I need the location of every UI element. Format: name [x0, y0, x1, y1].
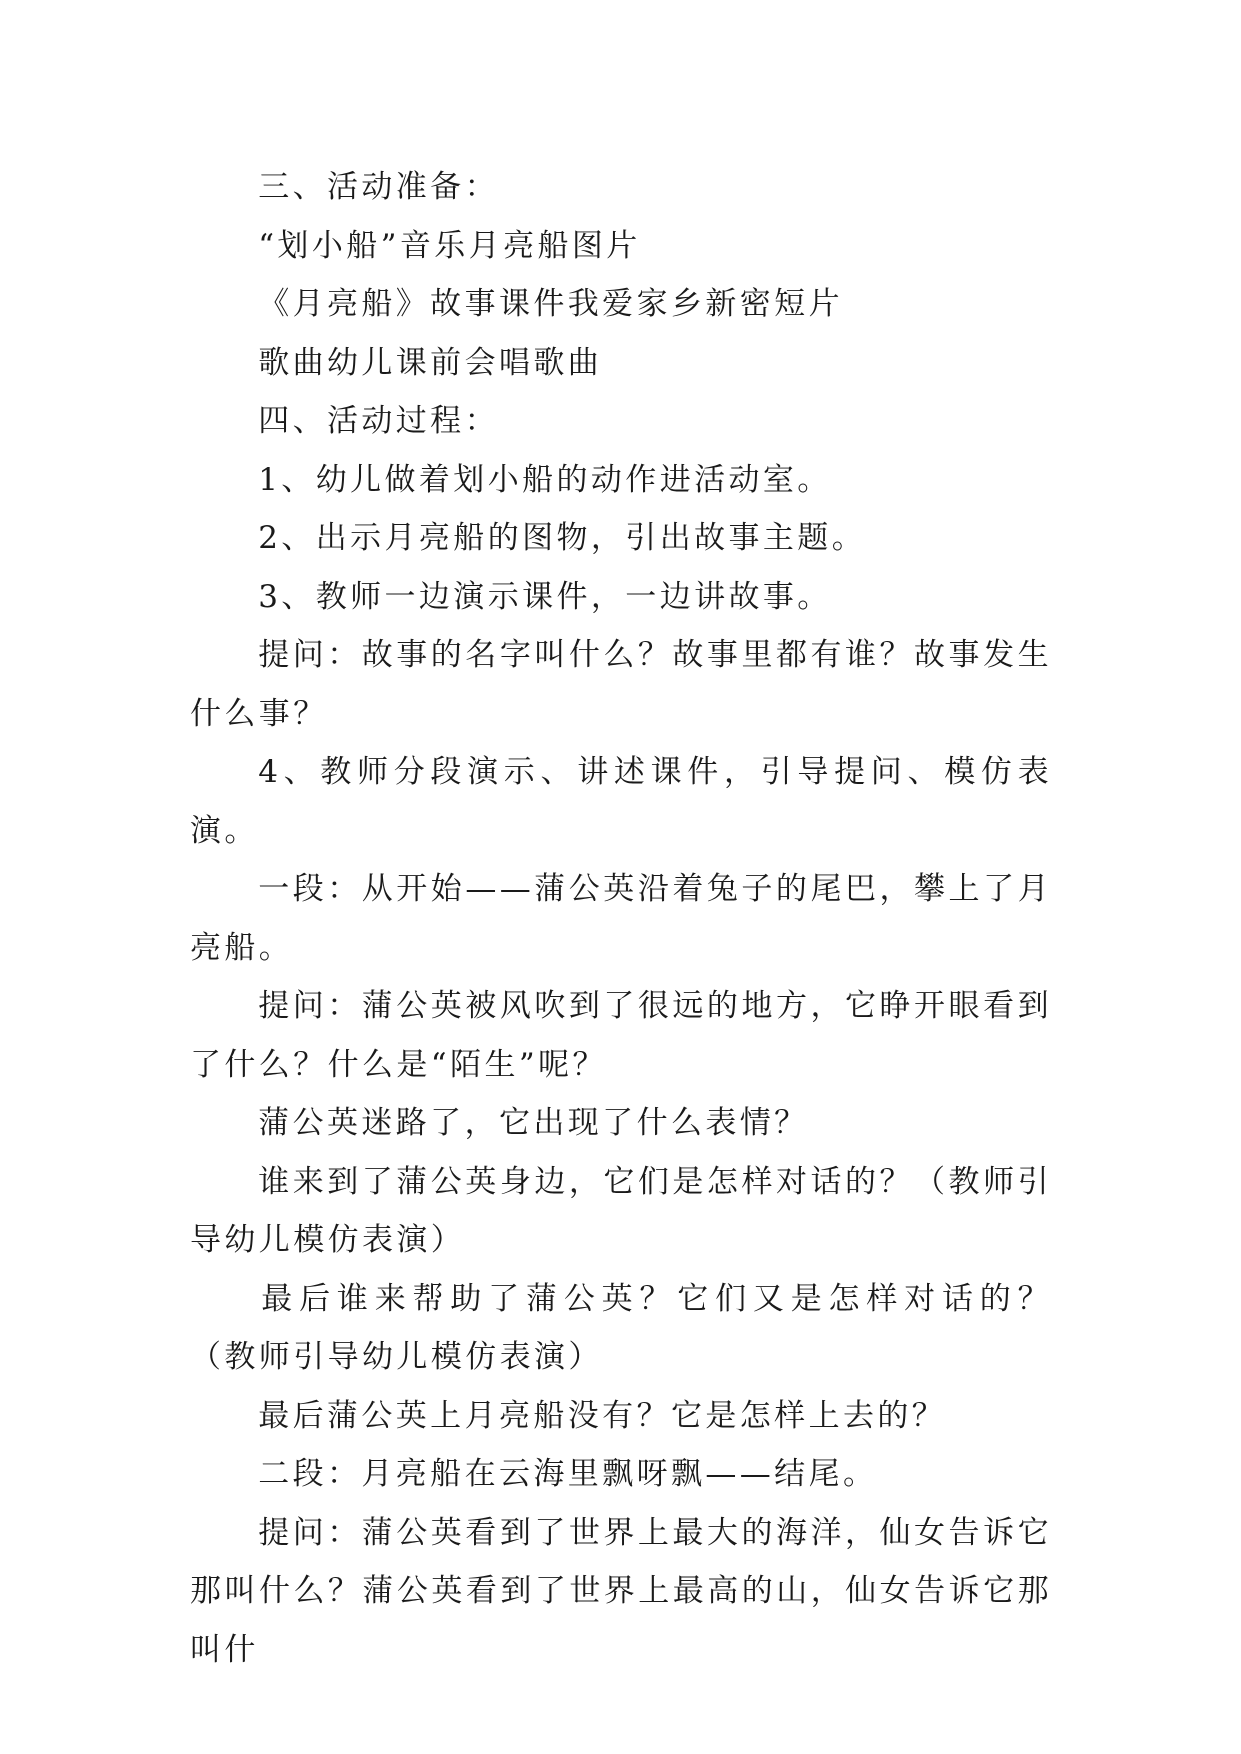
paragraph: 最后蒲公英上月亮船没有？它是怎样上去的？: [258, 1397, 947, 1434]
section-heading-process: 四、活动过程：: [258, 403, 499, 439]
paragraph: 《月亮船》故事课件我爱家乡新密短片: [258, 286, 843, 322]
paragraph: 提问：蒲公英被风吹到了很远的地方，它睁开眼看到了什么？什么是“陌生”呢？: [190, 988, 1052, 1083]
paragraph: 4、教师分段演示、讲述课件，引导提问、模仿表演。: [190, 754, 1052, 849]
paragraph: 谁来到了蒲公英身边，它们是怎样对话的？（教师引导幼儿模仿表演）: [190, 1163, 1052, 1258]
paragraph: 2、出示月亮船的图物，引出故事主题。: [258, 520, 867, 556]
paragraph: 提问：故事的名字叫什么？故事里都有谁？故事发生什么事？: [190, 637, 1052, 732]
paragraph: 最后谁来帮助了蒲公英？它们又是怎样对话的？（教师引导幼儿模仿表演）: [190, 1280, 1052, 1375]
paragraph: “划小船”音乐月亮船图片: [258, 227, 641, 264]
paragraph: 二段：月亮船在云海里飘呀飘——结尾。: [258, 1456, 878, 1492]
paragraph: 1、幼儿做着划小船的动作进活动室。: [258, 461, 832, 498]
document-body: [190, 158, 1052, 1679]
paragraph: 提问：蒲公英看到了世界上最大的海洋，仙女告诉它那叫什么？蒲公英看到了世界上最高的山，仙女告诉它那叫什: [190, 1514, 1052, 1668]
paragraph: 蒲公英迷路了，它出现了什么表情？: [258, 1105, 809, 1141]
paragraph: 歌曲幼儿课前会唱歌曲: [258, 344, 603, 381]
section-heading-preparation: 三、活动准备：: [258, 169, 499, 205]
paragraph: 3、教师一边演示课件，一边讲故事。: [258, 578, 832, 615]
paragraph: 一段：从开始——蒲公英沿着兔子的尾巴，攀上了月亮船。: [190, 871, 1052, 966]
